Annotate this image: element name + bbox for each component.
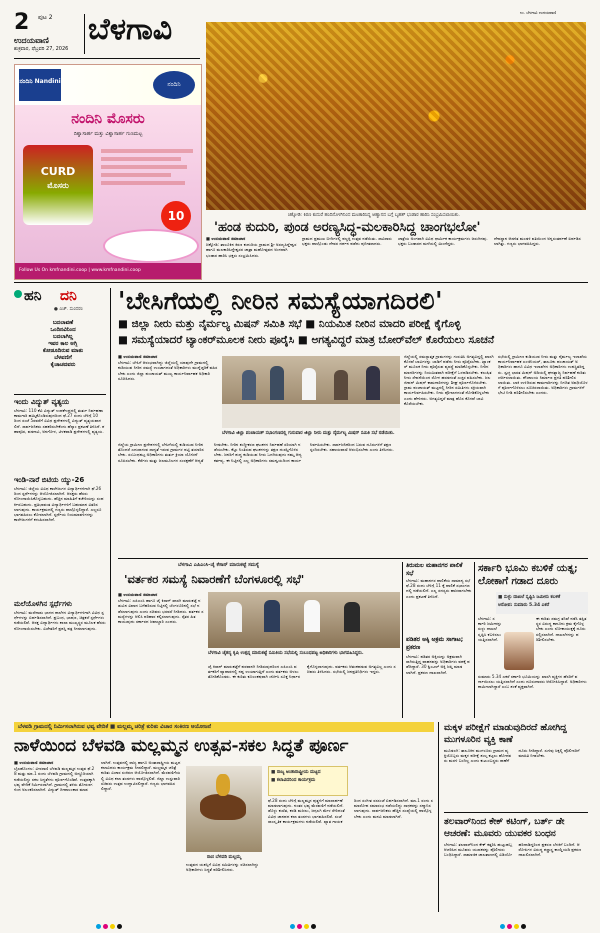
lead-continued: ಜಿಲ್ಲೆಯ ಗ್ರಾಮೀಣ ಪ್ರದೇಶಗಳಲ್ಲಿ ಬೇಸಿಗೆಯಲ್ಲಿ ಕುಡಿಯುವ ನೀರಿನ ತೊಂದರೆ ಎದುರಾಗುವ ಸಾಧ್ಯತೆ ಇರುವ ಗ್ರಾಮಗಳ ಪಟ್ಟಿ ತಯಾರಿಸಬೇಕು. ಸಂಬಂಧಪಟ್ಟ ಅಧಿಕಾರಿಗಳು ತುರ್ತು ಕ್ರಿಯಾ ಯೋಜನೆ ರೂಪಿಸಬೇಕು. ಕೆರೆಗಳು ಮತ್ತು ಜಲಮೂಲಗಳ ಸಂರಕ್ಷಣೆಗೆ ಆದ್ಯತೆ ನೀಡಬೇಕು. ನೀರಿನ ಶುದ್ಧೀಕರಣ ಘಟಕಗಳ ನಿರ್ವಹಣೆ ಸರಿಯಾಗಿ ನಡೆಯಬೇಕು. ಕೆಟ್ಟು ನಿಂತಿರುವ ಘಟಕಗಳನ್ನು ತಕ್ಷಣ ದುರಸ್ತಿಗೊಳಿಸಬೇಕು. ಜನರಿಗೆ ಶುದ್ಧ ಕುಡಿಯುವ ನೀರು ಒದಗಿಸುವುದು ನಮ್ಮ ಆದ್ಯ ಕರ್ತವ್ಯ. ಈ ನಿಟ್ಟಿನಲ್ಲಿ ಎಲ್ಲ ಅಧಿಕಾರಿಗಳು ಸಮನ್ವಯದಿಂದ ಕಾರ್ಯನಿರ್ವಹಿಸಬೇಕು. ಸಾರ್ವಜನಿಕರಿಂದ ಬರುವ ದೂರುಗಳಿಗೆ ತಕ್ಷಣ ಸ್ಪಂದಿಸಬೇಕು. ಸಹಾಯವಾಣಿ ಆರಂಭಿಸಬೇಕು ಎಂದು ತಿಳಿಸಿದರು. <box>118 442 394 463</box>
curd-pack-image <box>23 145 93 225</box>
tax-col1: ■ ಉದಯವಾಣಿ ಸಮಾಚಾರ ಬೆಳಗಾವಿ: ಎಪಿಎಂಸಿ ಹಾಗೂ ಜೈ ಕಿಸಾನ್ ಖಾಸಗಿ ಮಾರುಕಟ್ಟೆ ನಡುವಿನ ವಿವಾದ ಬಗೆಹರಿಸುವ ನಿಟ್ಟಿನಲ್ಲಿ ಬೆಂಗಳೂರಿನಲ್ಲಿ ಸಭೆ ನಡೆಸಲಾಗುವುದು ಎಂದು ಸಚಿವರು ಭರವಸೆ ನೀಡಿದರು. ವರ್ತಕರ ಸಮಸ್ಯೆಗಳನ್ನು ಆಲಿಸಿ ಪರಿಹಾರ ಕಲ್ಪಿಸಲಾಗುವುದು. ರೈತರ ಹಿತ ಕಾಯುವುದು ಸರ್ಕಾರದ ಜವಾಬ್ದಾರಿ ಎಂದರು. <box>118 592 204 625</box>
nandini-logo <box>19 69 61 101</box>
poem-line: ಕೈಚಾಚದವರು <box>50 362 76 368</box>
masthead <box>14 10 200 56</box>
land-col1: ಬೆಳಗಾವಿ: ಸರ್ಕಾರಿ ಜಮೀನನ್ನು ಸುಳ್ಳು ದಾಖಲೆ ಸೃಷ್ಟಿಸಿ ಕಬಳಿಸಲು ಯತ್ನಿಸಲಾಗಿದೆ. <box>478 616 502 642</box>
power-heading: ಇಂದು ವಿದ್ಯುತ್ ವ್ಯತ್ಯಯ <box>14 398 70 406</box>
poem-line: ಇವರ ಕಾಲ ಅಗ್ನಿ <box>48 341 78 347</box>
lead-subhead-2: ■ ಸಮಸ್ಯೆಯಾದರೆ ಟ್ಯಾಂಕರ್‌ಮೂಲಕ ನೀರು ಪೂರೈಸಿ ■ ಅಗತ್ಯವಿದ್ದರೆ ಮಾತ್ರ ಬೋರ್‌ವೆಲ್ ಕೊರೆಯಲು ಸೂಚನೆ <box>118 334 495 346</box>
col3-text-1: ಬೆಳಗಾವಿ: ಮಹಾನಗರ ಪಾಲಿಕೆಯ ಸಾಮಾನ್ಯ ಸಭೆ ಫೆ.28 ರಂದು ಬೆಳಿಗ್ಗೆ 11 ಕ್ಕೆ ಪಾಲಿಕೆ ಸಭಾಂಗಣದಲ್ಲಿ ನಡೆಯಲಿದೆ. ಎಲ್ಲ ಸದಸ್ಯರು ಹಾಜರಾಗಬೇಕು ಎಂದು ಪ್ರಕಟಣೆ ತಿಳಿಸಿದೆ. <box>406 578 472 599</box>
right-bottom-headline-2: ತಲವಾರ್‌ನಿಂದ ಕೇಕ್ ಕಟಿಂಗ್, ಬರ್ತ್ ಡೇ ಆಚರಣೆ: ಮೂವರು ಯುವಕರ ಬಂಧನ <box>444 817 565 839</box>
paper-name: ಉದಯವಾಣಿ <box>14 36 49 45</box>
honey-title-a: ಹನಿ <box>24 288 42 304</box>
ad-subtitle: ದಿಶ್ವಾಸಾರ್ಹ ಮತ್ತು ವಿಶ್ವಾಸಾರ್ಹ ಗುಣಮಟ್ಟ <box>73 131 143 137</box>
highlight-strip <box>14 722 434 732</box>
brand-text: ನಂದಿನಿ Nandini <box>19 78 61 85</box>
lead-col4: ಸಭೆಯಲ್ಲಿ ಗ್ರಾಮೀಣ ಕುಡಿಯುವ ನೀರು ಮತ್ತು ನೈರ್ಮಲ್ಯ ಇಲಾಖೆಯ ಕಾರ್ಯನಿರ್ವಾಹಕ ಎಂಜಿನಿಯರ್, ತಾಲೂಕು ಪಂಚಾಯತ್ ಅಧಿಕಾರಿಗಳು ಹಾಗೂ ವಿವಿಧ ಇಲಾಖೆಗಳ ಅಧಿಕಾರಿಗಳು ಉಪಸ್ಥಿತರಿದ್ದರು. ಸ್ವಚ್ಛ ಭಾರತ ಮಿಷನ್ ಅಡಿಯಲ್ಲಿ ಘನತ್ಯಾಜ್ಯ ನಿರ್ವಹಣೆ ಕುರಿತು ಚರ್ಚಿಸಲಾಯಿತು. ಶೌಚಾಲಯ ನಿರ್ಮಾಣ ಪ್ರಗತಿ ಪರಿಶೀಲಿಸಲಾಯಿತು. ಬಾಕಿ ಉಳಿದಿರುವ ಕಾಮಗಾರಿಗಳನ್ನು ನಿಗದಿತ ಅವಧಿಯೊಳಗೆ ಪೂರ್ಣಗೊಳಿಸಲು ಸೂಚಿಸಲಾಯಿತು. ಅಧಿಕಾರಿಗಳು ಗ್ರಾಮಗಳಿಗೆ ಭೇಟಿ ನೀಡಿ ಪರಿಶೀಲಿಸಬೇಕು ಎಂದರು. <box>498 354 588 396</box>
nandini-emblem-icon: ನಂದಿನಿ <box>153 71 195 99</box>
lead-col3: ಜಿಲ್ಲೆಯಲ್ಲಿ ಸಮಸ್ಯಾತ್ಮಕ ಗ್ರಾಮಗಳನ್ನು ಗುರುತಿಸಿ ಅಗತ್ಯವಿದ್ದಲ್ಲಿ ಖಾಸಗಿ ಕೊಳವೆ ಬಾವಿಗಳನ್ನು ಬಾಡಿಗೆ ಪಡೆದು ನೀರು ಪೂರೈಸಬೇಕು. ಟ್ಯಾಂಕರ್ ಮೂಲಕ ನೀರು ಪೂರೈಸುವ ವ್ಯವಸ್ಥೆ ಮಾಡಿಕೊಳ್ಳಬೇಕು. ನೀರಿನ ಮಾದರಿಗಳನ್ನು ನಿಯಮಿತವಾಗಿ ಪರೀಕ್ಷೆಗೆ ಒಳಪಡಿಸಬೇಕು. ಕಲುಷಿತ ನೀರು ಸೇವನೆಯಿಂದ ರೋಗ ಹರಡದಂತೆ ಎಚ್ಚರ ವಹಿಸಬೇಕು. ಜಲಜೀವನ್ ಮಿಷನ್ ಕಾಮಗಾರಿಗಳನ್ನು ಶೀಘ್ರ ಪೂರ್ಣಗೊಳಿಸಬೇಕು. ಗ್ರಾಮ ಪಂಚಾಯತ್ ಮಟ್ಟದಲ್ಲಿ ನೀರಿನ ಸಮಿತಿಗಳು ಸಕ್ರಿಯವಾಗಿ ಕಾರ್ಯನಿರ್ವಹಿಸಬೇಕು. ನೀರು ಪೋಲಾಗದಂತೆ ನೋಡಿಕೊಳ್ಳಬೇಕು ಎಂದು ಹೇಳಿದರು. ಅಗತ್ಯವಿದ್ದರೆ ಮಾತ್ರ ಹೊಸ ಕೊಳವೆ ಬಾವಿ ಕೊರೆಯಬೇಕು. <box>404 354 494 406</box>
tax-kicker: ಬೆಳಗಾವಿ ಎಪಿಎಂಸಿ-ಚೈ ಕೆಸಾನ್ ಮಾರುಕಟ್ಟೆ ಸಮಸ್ಯೆ <box>178 562 260 568</box>
right-bottom-text-2: ಬೆಳಗಾವಿ: ತಲವಾರ್‌ನಿಂದ ಕೇಕ್ ಕತ್ತರಿಸಿ ಹುಟ್ಟುಹಬ್ಬ ಆಚರಿಸಿದ ಮೂವರು ಯುವಕರನ್ನು ಪೊಲೀಸರು ಬಂಧಿಸಿದ್ದಾರೆ. ಸಾಮಾಜಿಕ ಜಾಲತಾಣದಲ್ಲಿ ವಿಡಿಯೋ ಹರಿದಾಡಿದ್ದರಿಂದ ಪ್ರಕರಣ ಬೆಳಕಿಗೆ ಬಂದಿದೆ. ಆರೋಪಿಗಳ ವಿರುದ್ಧ ಶಸ್ತ್ರಾಸ್ತ್ರ ಕಾಯ್ದೆಯಡಿ ಪ್ರಕರಣ ದಾಖಲಿಸಲಾಗಿದೆ. <box>444 842 582 858</box>
column-divider-1 <box>110 288 111 718</box>
honey-poem <box>20 320 106 390</box>
poem-line: ಬದಲಾವಣೆ <box>52 320 74 326</box>
power-heading-2: ಇಂಡಿ-ನಾರೆ ಬಿಟಿಯ ಯ್ಯು-26 <box>14 476 85 484</box>
poem-line: ಕೋಡೂದಿರುವ ಮಾತು <box>42 348 84 354</box>
land-col3: ಸುಮಾರು 5.34 ಎಕರೆ ಸರ್ಕಾರಿ ಭೂಮಿಯನ್ನು ಖಾಸಗಿ ವ್ಯಕ್ತಿಗಳ ಹೆಸರಿಗೆ ವರ್ಗಾಯಿಸಲು ಯತ್ನಿಸಲಾಗಿದೆ ಎಂದು ದೂರುದಾರರು ಆರೋಪಿಸಿದ್ದಾರೆ. ಅಧಿಕಾರಿಗಳು ಶಾಮೀಲಾಗಿದ್ದಾರೆ ಎಂಬ ಶಂಕೆ ವ್ಯಕ್ತವಾಗಿದೆ. <box>478 674 587 690</box>
top-story-col4: ದೇವಸ್ಥಾನ ಆಡಳಿತ ಮಂಡಳಿ ವತಿಯಿಂದ ಅನ್ನಸಂತರ್ಪಣೆ ಏರ್ಪಡಿಸಲಾಗಿತ್ತು. ಗಣ್ಯರು ಭಾಗವಹಿಸಿದ್ದರು. <box>494 236 581 247</box>
tax-photo-caption: ಬೆಳಗಾವಿ ಚೈತನ್ಯ ಕೃಷಿ ಉತ್ಪನ್ನ ಮಾರುಕಟ್ಟೆ ಸಮಿತಿಯ ಸಭೆಯಲ್ಲಿ ಸಂಬಂಧಪಟ್ಟ ಅಧಿಕಾರಿಗಳು ಭಾಗವಹಿಸಿದ್ದರು. <box>208 651 364 656</box>
strip-text: ಬೆಳವಡಿ ಗ್ರಾಮದಲ್ಲಿ ನಿರ್ಮಿಸಲಾಗಿರುವ ಭವ್ಯ ವೇದಿಕೆ ■ ಮಲ್ಲಮ್ಮ ಚರಿತ್ರೆ ಕುರಿತು ವಿಚಾರ ಸಂಕಿರಣ ಆಯೋಜನೆ <box>18 724 211 730</box>
lead-byline: ■ ಉದಯವಾಣಿ ಸಮಾಚಾರ <box>118 354 158 359</box>
bottom-photo-caption: ರಾಣಿ ಬೆಳವಡಿ ಮಲ್ಲಮ್ಮ <box>206 855 242 860</box>
top-right-label: ಉ. ಬೆಳಗಾವಿ ಉದಯವಾಣಿ <box>520 10 557 15</box>
curd-bowl-image <box>103 229 199 263</box>
honey-title-b: ದನಿ <box>60 288 77 304</box>
print-registration-marks-3 <box>500 914 528 933</box>
bottom-col3: ಫೆ.28 ರಂದು ಬೆಳಿಗ್ಗೆ ಮಲ್ಲಮ್ಮನ ಪುತ್ಥಳಿಗೆ ಮಾಲಾರ್ಪಣೆ ಮಾಡಲಾಗುವುದು. ನಂತರ ಭವ್ಯ ಮೆರವಣಿಗೆ ನಡೆಯಲಿದೆ. ಡೊಳ್ಳು ಕುಣಿತ, ಕರಡಿ ಮಜಲು, ಜಗ್ಗಲಗಿ ಮೇಳ ಸೇರಿದಂತೆ ವಿವಿಧ ಜಾನಪದ ಕಲಾ ತಂಡಗಳು ಭಾಗವಹಿಸಲಿವೆ. ಸಂಜೆ ಸಾಂಸ್ಕೃತಿಕ ಕಾರ್ಯಕ್ರಮಗಳು ನಡೆಯಲಿವೆ. ಖ್ಯಾತ ಗಾಯಕರಿಂದ ಸಂಗೀತ ರಸಸಂಜೆ ಏರ್ಪಡಿಸಲಾಗಿದೆ. ಮಾ.1 ರಂದು ಸಮಾರೋಪ ಸಮಾರಂಭ ನಡೆಯಲಿದ್ದು ಸಾಧಕರನ್ನು ಸನ್ಮಾನಿಸಲಾಗುವುದು. ಸಾರ್ವಜನಿಕರು ಹೆಚ್ಚಿನ ಸಂಖ್ಯೆಯಲ್ಲಿ ಪಾಲ್ಗೊಳ್ಳಬೇಕು ಎಂದು ಮನವಿ ಮಾಡಲಾಗಿದೆ. <box>268 798 433 824</box>
top-story-byline: ■ ಉದಯವಾಣಿ ಸಮಾಚಾರ <box>206 236 246 241</box>
land-bullet-2: ಆರೋಪ: ಸುಮಾರು 5.34 ಎಕರೆ <box>498 603 550 608</box>
lead-subhead-1: ■ ಜಿಲ್ಲಾ ನೀರು ಮತ್ತು ನೈರ್ಮಲ್ಯ ಮಿಷನ್ ಸಮಿತಿ ಸಭೆ ■ ನಿಯಮಿತ ನೀರಿನ ಮಾದರಿ ಪರೀಕ್ಷೆ ಕೈಗೊಳ್ಳಿ <box>118 318 461 330</box>
complainant-portrait <box>504 632 534 670</box>
column-divider-3 <box>474 562 475 718</box>
land-highlight-box <box>496 592 588 614</box>
poem-line: ಬದಲಾಗಿಲ್ಲ <box>52 334 73 340</box>
section-rule-1 <box>14 282 588 283</box>
bottom-col2: ಉತ್ಸವದ ಯಶಸ್ಸಿಗೆ ವಿವಿಧ ಸಮಿತಿಗಳನ್ನು ರಚಿಸಲಾಗಿದ್ದು ಅಧಿಕಾರಿಗಳು ಸಿದ್ಧತೆ ಪರಿಶೀಲಿಸಿದರು. <box>186 862 259 873</box>
top-story-headline: 'ಹಂಡ ಕುದುರಿ, ಪುಂಡ ಅರಣ್ಯಸಿದ್ಧ-ಮಲಕಾರಿಸಿದ್ದ ಚಾಂಗಭಲೋ' <box>214 220 481 235</box>
land-col2: ಈ ಕುರಿತು ಸಮಗ್ರ ತನಿಖೆ ನಡೆಸಿ ತಪ್ಪಿತಸ್ಥರ ವಿರುದ್ಧ ಕಾನೂನು ಕ್ರಮ ಕೈಗೊಳ್ಳಬೇಕು ಎಂದು ಲೋಕಾಯುಕ್ತಕ್ಕೆ ದೂರು ಸಲ್ಲಿಸಲಾಗಿದೆ. ದಾಖಲೆಗಳನ್ನು ಪರಿಶೀಲಿಸಬೇಕು. <box>536 616 587 642</box>
masthead-rule <box>14 58 200 59</box>
lead-col1-top: ■ ಉದಯವಾಣಿ ಸಮಾಚಾರ ಬೆಳಗಾವಿ: ಬೇಸಿಗೆ ಆರಂಭವಾಗಿದ್ದು ಜಿಲ್ಲೆಯಲ್ಲಿ ಯಾವುದೇ ಗ್ರಾಮದಲ್ಲಿ ಕುಡಿಯುವ ನೀರಿನ ಸಮಸ್ಯೆ ಉಂಟಾಗದಂತೆ ಅಧಿಕಾರಿಗಳು ಮುನ್ನೆಚ್ಚರಿಕೆ ವಹಿಸಬೇಕು ಎಂದು ಜಿಲ್ಲಾ ಪಂಚಾಯತ್ ಮುಖ್ಯ ಕಾರ್ಯನಿರ್ವಾಹಕ ಅಧಿಕಾರಿ ಸೂಚಿಸಿದರು. <box>118 354 218 381</box>
section-rule-2 <box>118 558 588 559</box>
power-text-2: ಬೆಳಗಾವಿ: ಜಿಲ್ಲೆಯ ವಿವಿಧ ಕಾಲೇಜುಗಳ ವಿದ್ಯಾರ್ಥಿಗಳಿಗಾಗಿ ಫೆ.26 ರಿಂದ ಸ್ಪರ್ಧೆಗಳನ್ನು ಆಯೋಜಿಸಲಾಗಿದೆ. ಆಸಕ್ತರು ಹೆಸರು ನೋಂದಾಯಿಸಿಕೊಳ್ಳಬಹುದು. ಹೆಚ್ಚಿನ ಮಾಹಿತಿಗೆ ಕಚೇರಿಯನ್ನು ಸಂಪರ್ಕಿಸಬಹುದು. ಪ್ರತಿಭಾವಂತ ವಿದ್ಯಾರ್ಥಿಗಳಿಗೆ ಬಹುಮಾನ ವಿತರಿಸಲಾಗುವುದು. ಕಾರ್ಯಕ್ರಮದಲ್ಲಿ ಗಣ್ಯರು ಪಾಲ್ಗೊಳ್ಳಲಿದ್ದಾರೆ. ಎಲ್ಲರೂ ಭಾಗವಹಿಸಲು ಕೋರಲಾಗಿದೆ. ಸ್ಪರ್ಧೆಯ ನಿಯಮಾವಳಿಗಳನ್ನು ಕಾಲೇಜುಗಳಿಗೆ ಕಳುಹಿಸಲಾಗಿದೆ. <box>14 486 104 523</box>
land-bullet-1: ■ ಸುಳ್ಳು ದಾಖಲೆ ಸೃಷ್ಟಿಸಿ ಜಮೀನು ಕಬಳಿಕೆ <box>498 595 561 600</box>
honey-dani-header <box>14 288 106 316</box>
column-divider-2 <box>402 562 403 718</box>
print-registration-marks-2 <box>290 914 318 933</box>
lead-headline: 'ಬೇಸಿಗೆಯಲ್ಲಿ ನೀರಿನ ಸಮಸ್ಯೆಯಾಗದಿರಲಿ' <box>118 286 443 315</box>
issue-date: ಶುಕ್ರವಾರ, ಫೆಬ್ರವರಿ 27, 2026 <box>14 46 69 52</box>
power-text-3: ಬೆಳಗಾವಿ: ಮಲೆನಾಡು ಭಾಗದ ಶಾಲೆಗಳ ವಿದ್ಯಾರ್ಥಿಗಳಿಗಾಗಿ ವಿವಿಧ ಸ್ಪರ್ಧೆಗಳನ್ನು ಏರ್ಪಡಿಸಲಾಗಿದೆ. ಪ್ರಬಂಧ, ಭಾಷಣ, ಚಿತ್ರಕಲೆ ಸ್ಪರ್ಧೆಗಳು ನಡೆಯಲಿವೆ. ಆಸಕ್ತ ವಿದ್ಯಾರ್ಥಿಗಳು ಶಾಲಾ ಮುಖ್ಯಸ್ಥರ ಮೂಲಕ ಹೆಸರು ನೋಂದಾಯಿಸಬೇಕು. ವಿಜೇತರಿಗೆ ಪ್ರಶಸ್ತಿ ಪತ್ರ ನೀಡಲಾಗುವುದು. <box>14 610 106 631</box>
masthead-divider <box>84 14 85 54</box>
top-story-col1: ■ ಉದಯವಾಣಿ ಸಮಾಚಾರ ಚಿಕ್ಕೋಡಿ: ತಾಲೂಕಿನ ಕಿರಣ ಕುದುರಿಯ ಗ್ರಾಮದ ಶ್ರೀ ಅರಣ್ಯಸಿದ್ದೇಶ್ವರ ಹಾಗೂ ಮಲಕಾರಿಸಿದ್ದೇಶ್ವರರ ಜಾತ್ರಾ ಮಹೋತ್ಸವದ ಅಂಗವಾಗಿ ಭಂಡಾರ ಹಾರಿಸಿ ಭಕ್ತರು ಸಂಭ್ರಮಿಸಿದರು. <box>206 236 297 258</box>
bottom-box-line-1: ■ ರಾಜ್ಯ ಅಂತಾರಾಷ್ಟ್ರೀಯ ಮಟ್ಟದ <box>271 770 321 775</box>
ad-footer[interactable] <box>15 263 201 279</box>
curd-label: CURD <box>40 165 76 178</box>
poem-line: ಒಂದಿನವಿನಿಂದ <box>50 327 76 333</box>
right-bottom-headline-1: ಮಕ್ಕಳ ಪರೀಕ್ಷೆಗೆ ಮಾಡುವುದಿರದೆ ಹೋಗಿದ್ದ ಮುಗಳೂರಿನ ವ್ಯಕ್ತಿ ಕಾಣೆ <box>444 723 567 745</box>
ad-title: ನಂದಿನಿ ಮೊಸರು <box>71 111 145 127</box>
land-headline: ಸರ್ಕಾರಿ ಭೂಮಿ ಕಬಳಿಕೆ ಯತ್ನ; ಲೋಕಾಗೆ ಗಡಾದ ದೂರು <box>478 563 578 587</box>
meeting-photo <box>222 356 400 428</box>
top-photo-caption: ಚಿಕ್ಕೋಡಿ: ಕಿರಣ ಕುದುರೆ ಹಂದಿನೊಳಗಿನಿಂದ ಮಲಕಾರಿಸಿದ್ದ ಆಹ್ವಾನದ ಬಗ್ಗೆ ಬೃಹತ್ ಭಂಡಾರ ಹಾರಿಸಿ ಸಂಭ್ರಮಿಸಲಾಯಿತು. <box>288 213 460 218</box>
right-bottom-text-1: ಮೂಡಲಗಿ: ತಾಲೂಕಿನ ಮುಗಳೂರು ಗ್ರಾಮದ ವ್ಯಕ್ತಿಯೊಬ್ಬರು ಮಕ್ಕಳ ಪರೀಕ್ಷೆ ಶುಲ್ಕ ಕಟ್ಟಲು ಹೋದವರು ಮರಳಿ ಬಂದಿಲ್ಲ ಎಂದು ಕುಟುಂಬಸ್ಥರು ಠಾಣೆಗೆ ದೂರು ನೀಡಿದ್ದಾರೆ. ಸುಳಿವು ಸಿಕ್ಕಲ್ಲಿ ಪೊಲೀಸರಿಗೆ ಮಾಹಿತಿ ನೀಡಬೇಕು. <box>444 748 580 764</box>
power-text: ಬೆಳಗಾವಿ: 110 ಕೆವಿ ವಿದ್ಯುತ್ ಉಪಕೇಂದ್ರದಲ್ಲಿ ತುರ್ತು ನಿರ್ವಹಣಾ ಕಾಮಗಾರಿ ಹಮ್ಮಿಕೊಂಡಿರುವುದರಿಂದ ಫೆ.27 ರಂದು ಬೆಳಿಗ್ಗೆ 10 ರಿಂದ ಸಂಜೆ 5ರವರೆಗೆ ವಿವಿಧ ಪ್ರದೇಶಗಳಲ್ಲಿ ವಿದ್ಯುತ್ ವ್ಯತ್ಯಯವಾಗಲಿದೆ. ಸಾರ್ವಜನಿಕರು ಸಹಕರಿಸಬೇಕೆಂದು ಹೆಸ್ಕಾಂ ಪ್ರಕಟಣೆ ತಿಳಿಸಿದೆ. ಶಹಾಪೂರ, ವಡಗಾವಿ, ಅನಗೋಳ, ಟಿಳಕವಾಡಿ ಪ್ರದೇಶಗಳಲ್ಲಿ ವ್ಯತ್ಯಯ. <box>14 408 105 434</box>
page-number: 2 <box>14 10 30 35</box>
power-heading-3: ಮಲೆಯೊಳಗಿನ ಸ್ಪರ್ಧೆಗಳು <box>14 600 73 608</box>
top-story-col3: ಜಾತ್ರೆಯ ಅಂಗವಾಗಿ ವಿವಿಧ ಧಾರ್ಮಿಕ ಕಾರ್ಯಕ್ರಮಗಳು ಜರುಗಿದವು. ಭಕ್ತರು ಬಂಡಾರದ ಮಳೆಯಲ್ಲಿ ಮಿಂದೆದ್ದರು. <box>398 236 488 247</box>
poem-line: ಬೆಳವಣಿಗೆ <box>54 355 72 361</box>
price-badge: 10 <box>161 201 191 231</box>
honey-rule <box>14 394 106 395</box>
ad-bullets <box>101 149 193 209</box>
tax-headline: 'ವರ್ತಕರ ಸಮಸ್ಯೆ ನಿವಾರಣೆಗೆ ಬೆಂಗಳೂರಲ್ಲಿ ಸಭೆ' <box>124 572 305 586</box>
col3-headline-1: ತಿರುಮಲ ಮಹಾನಗರ ಪಾಲಿಕೆ ಸಭೆ <box>406 562 463 577</box>
bottom-headline: ನಾಳೆಯಿಂದ ಬೆಳವಡಿ ಮಲ್ಲಮ್ಮನ ಉತ್ಸವ-ಸಕಲ ಸಿದ್ಧತೆ ಪೂರ್ಣ <box>14 736 349 756</box>
bottom-box-line-2: ■ ಕಲಾವಿದರಿಂದ ಕಾರ್ಯಕ್ರಮ <box>271 778 316 783</box>
city-name: ಬೆಳಗಾವಿ <box>88 12 173 47</box>
nandini-advertisement[interactable] <box>14 64 202 280</box>
column-divider-4 <box>438 722 439 912</box>
col3-text-2: ಬೆಳಗಾವಿ: ಪಡಿತರ ಅಕ್ಕಿಯನ್ನು ಅಕ್ರಮವಾಗಿ ಸಾಗಿಸುತ್ತಿದ್ದ ವಾಹನವನ್ನು ಅಧಿಕಾರಿಗಳು ವಶಕ್ಕೆ ಪಡೆದಿದ್ದಾರೆ. 30 ಕ್ವಿಂಟಲ್ ಅಕ್ಕಿ ಜಪ್ತಿ ಮಾಡಲಾಗಿದೆ. ಪ್ರಕರಣ ದಾಖಲಾಗಿದೆ. <box>406 654 470 675</box>
bottom-highlight-box <box>268 766 348 796</box>
page-label: ಪುಟ 2 <box>38 14 53 21</box>
tax-photo <box>208 592 400 648</box>
honey-author: ● ಎಚ್. ಸುಂದರಂ <box>54 307 83 312</box>
lead-photo-caption: ಬೆಳಗಾವಿ ಜಿಲ್ಲಾ ಪಂಚಾಯತ್ ಸಭಾಂಗಣದಲ್ಲಿ ಗುರುವಾರ ಜಿಲ್ಲಾ ನೀರು ಮತ್ತು ನೈರ್ಮಲ್ಯ ಮಿಷನ್ ಸಮಿತಿ ಸಭೆ ನಡೆಯಿತು. <box>222 431 395 436</box>
right-bottom-rule <box>444 812 588 813</box>
festival-photo <box>206 22 586 210</box>
bottom-byline: ■ ಉದಯವಾಣಿ ಸಮಾಚಾರ <box>14 760 54 765</box>
drop-icon <box>14 290 22 298</box>
bottom-col1: ■ ಉದಯವಾಣಿ ಸಮಾಚಾರ ಬೈಲಹೊಂಗಲ: ವೀರರಾಣಿ ಬೆಳವಡಿ ಮಲ್ಲಮ್ಮನ ಉತ್ಸವ ಫೆ.28 ಮತ್ತು ಮಾ.1 ರಂದು ಬೆಳವಡಿ ಗ್ರಾಮದಲ್ಲಿ ಅದ್ಧೂರಿಯಾಗಿ ನಡೆಯಲಿದ್ದು ಸಕಲ ಸಿದ್ಧತೆಗಳು ಪೂರ್ಣಗೊಂಡಿವೆ. ಉತ್ಸವಕ್ಕಾಗಿ ಭವ್ಯ ವೇದಿಕೆ ನಿರ್ಮಿಸಲಾಗಿದೆ. ಗ್ರಾಮದಲ್ಲಿ ತಳಿರು ತೋರಣಗಳಿಂದ ಅಲಂಕರಿಸಲಾಗಿದೆ. ವಿದ್ಯುತ್ ದೀಪಾಲಂಕಾರ ಮಾಡಲಾಗಿದೆ. ಉತ್ಸವದಲ್ಲಿ ರಾಜ್ಯ ಹಾಗೂ ಅಂತಾರಾಷ್ಟ್ರೀಯ ಮಟ್ಟದ ಕಲಾವಿದರು ಕಾರ್ಯಕ್ರಮ ನೀಡಲಿದ್ದಾರೆ. ಮಲ್ಲಮ್ಮನ ಚರಿತ್ರೆ ಕುರಿತು ವಿಚಾರ ಸಂಕಿರಣ ಆಯೋಜಿಸಲಾಗಿದೆ. ಮೆರವಣಿಗೆಯಲ್ಲಿ ವಿವಿಧ ಕಲಾ ತಂಡಗಳು ಪಾಲ್ಗೊಳ್ಳಲಿವೆ. ಜಿಲ್ಲಾ ಉಸ್ತುವಾರಿ ಸಚಿವರು ಉತ್ಸವ ಉದ್ಘಾಟಿಸಲಿದ್ದಾರೆ. ಗಣ್ಯರು ಭಾಗವಹಿಸಲಿದ್ದಾರೆ. <box>14 760 181 793</box>
ad-footer-text: Follow Us On kmfnandini.coop | www.kmfnandini.coop <box>19 268 141 273</box>
tax-col2: ಜೈ ಕಿಸಾನ್ ಮಾರುಕಟ್ಟೆಗೆ ಪರವಾನಗಿ ನೀಡಿರುವುದರಿಂದ ಎಪಿಎಂಸಿ ವರ್ತಕರಿಗೆ ವ್ಯಾಪಾರದಲ್ಲಿ ನಷ್ಟ ಉಂಟಾಗುತ್ತಿದೆ ಎಂದು ವರ್ತಕರು ಅಳಲು ತೋಡಿಕೊಂಡರು. ಈ ಕುರಿತು ಕೂಲಂಕಷವಾಗಿ ಚರ್ಚಿಸಿ ಸೂಕ್ತ ನಿರ್ಧಾರ ಕೈಗೊಳ್ಳಲಾಗುವುದು. ವರ್ತಕರು ಆತಂಕಪಡುವ ಅಗತ್ಯವಿಲ್ಲ ಎಂದು ಸಚಿವರು ತಿಳಿಸಿದರು. ಸಭೆಯಲ್ಲಿ ಜನಪ್ರತಿನಿಧಿಗಳು ಇದ್ದರು. <box>208 664 396 680</box>
top-story-col2: ಗ್ರಾಮದ ಪ್ರಮುಖ ಬೀದಿಗಳಲ್ಲಿ ಪಲ್ಲಕ್ಕಿ ಉತ್ಸವ ನಡೆಯಿತು. ಸಾವಿರಾರು ಭಕ್ತರು ಪಾಲ್ಗೊಂಡು ದೇವರ ದರ್ಶನ ಪಡೆದು ಪುನೀತರಾದರು. <box>302 236 392 247</box>
ad-header <box>15 65 201 105</box>
print-registration-marks <box>96 914 124 933</box>
curd-label-kn: ಮೊಸರು <box>47 181 69 190</box>
col3-headline-2: ಪಡಿತರ ಅಕ್ಕಿ ಅಕ್ರಮ ಸಾಗಾಟ; ಪ್ರಕರಣ <box>406 636 464 651</box>
mallamma-statue-photo <box>186 766 262 852</box>
